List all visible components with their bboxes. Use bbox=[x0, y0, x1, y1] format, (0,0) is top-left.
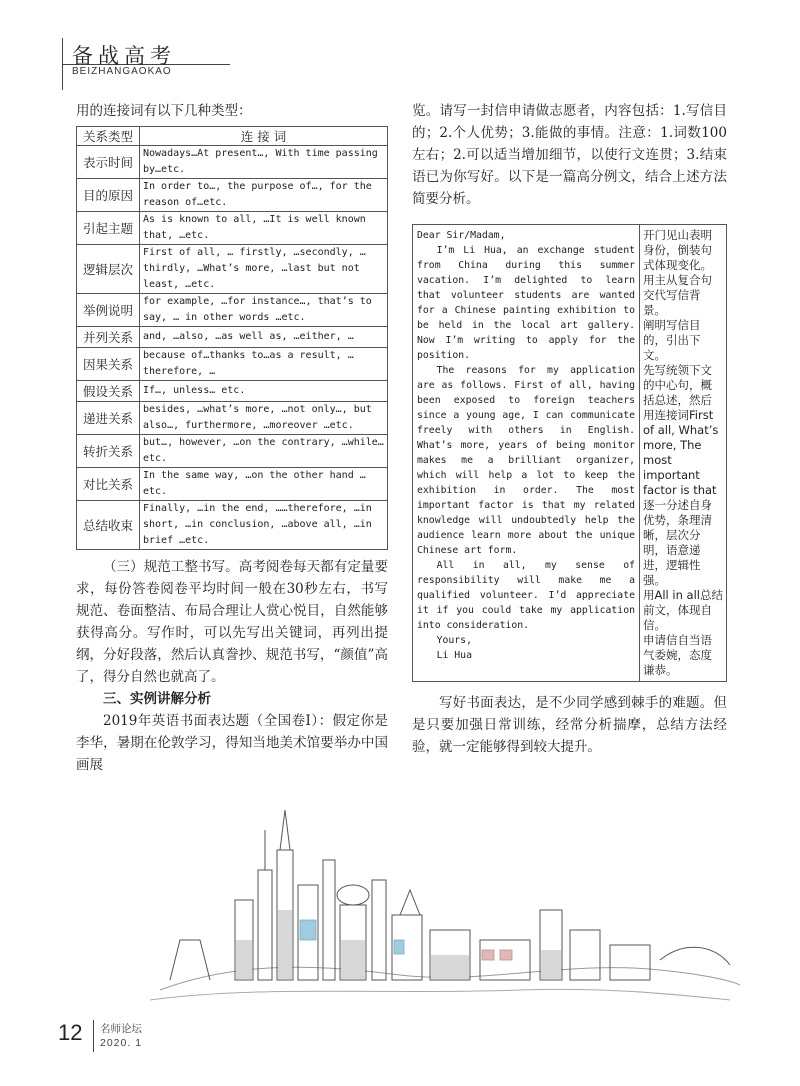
para-conclusion: 写好书面表达，是不少同学感到棘手的难题。但是只要加强日常训练，经常分析揣摩，总结方法经验，就一定能够得到较大提升。 bbox=[412, 695, 727, 755]
para-task-continued: 览。请写一封信申请做志愿者，内容包括：1.写信目的；2.个人优势；3.能做的事情。注意：1.词数100左右；2.可以适当增加细节，以使行文连贯；3.结束语已为你写好。以下是一篇高分例文，结合上述方法简要分析。 bbox=[412, 103, 727, 207]
relation-type-cell: 逻辑层次 bbox=[77, 245, 140, 294]
connectives-cell: As is known to all, …It is well known that, …etc. bbox=[140, 212, 388, 245]
issue-date: 2020. 1 bbox=[100, 1037, 143, 1049]
right-column bbox=[412, 100, 727, 758]
annotation-5: 用All in all总结前文，体现自信。 bbox=[643, 588, 723, 632]
annotation-3: 阐明写信目的，引出下文。 bbox=[643, 318, 701, 362]
table-row bbox=[77, 146, 388, 179]
annotation-1: 开门见山表明身份，倒装句式体现变化。 bbox=[643, 228, 712, 272]
table-row bbox=[77, 435, 388, 468]
relation-type-cell: 因果关系 bbox=[77, 348, 140, 381]
essay-salutation: Dear Sir/Madam, bbox=[417, 230, 506, 241]
relation-type-cell: 举例说明 bbox=[77, 294, 140, 327]
table-header-row bbox=[77, 127, 388, 146]
relation-type-cell: 引起主题 bbox=[77, 212, 140, 245]
essay-paragraph-2: The reasons for my application are as follows. First of all, having been exposed to foreign teachers since a young age, I can communicate freely with others in English. What’s more, years of being monitor makes me a brilliant organizer, which will help a lot to keep the exhibition in order. The most important factor is that my related knowledge will undoubtedly help the audience learn more about the unique Chinese art form. bbox=[417, 365, 635, 556]
para-example-intro: 2019年英语书面表达题（全国卷Ⅰ）：假定你是李华，暑期在伦敦学习，得知当地美术馆要举办中国画展 bbox=[76, 713, 388, 773]
relation-type-cell: 假设关系 bbox=[77, 381, 140, 402]
connectives-cell: In the same way, …on the other hand …etc. bbox=[140, 468, 388, 501]
table-row bbox=[77, 468, 388, 501]
header-words: 连 接 词 bbox=[140, 127, 388, 146]
header-title: 备战高考 bbox=[72, 44, 176, 68]
relation-type-cell: 转折关系 bbox=[77, 435, 140, 468]
section-title: 三、实例讲解分析 bbox=[103, 691, 211, 707]
connectives-cell: and, …also, …as well as, …either, … bbox=[140, 327, 388, 348]
essay-paragraph-3: All in all, my sense of responsibility will make me a qualified volunteer. I’d appreciate it if you could take my application into consideration. bbox=[417, 560, 635, 631]
relation-type-cell: 递进关系 bbox=[77, 402, 140, 435]
table-row bbox=[77, 501, 388, 550]
connectives-cell: In order to…, the purpose of…, for the reason of…etc. bbox=[140, 179, 388, 212]
sample-essay-box bbox=[412, 224, 727, 682]
essay-paragraph-1: I’m Li Hua, an exchange student from China during this summer vacation. I’m delighted to learn that volunteer students are wanted for a Chinese painting exhibition to be held in the local art gallery. Now I’m writing to apply for the position. bbox=[417, 245, 635, 361]
city-skyline-illustration bbox=[140, 790, 740, 1015]
table-row bbox=[77, 402, 388, 435]
essay-signature: Li Hua bbox=[436, 650, 472, 661]
header-subtitle: BEIZHANGAOKAO bbox=[72, 66, 172, 77]
table-row bbox=[77, 179, 388, 212]
footer-rule bbox=[93, 1020, 94, 1052]
magazine-name: 名师论坛 bbox=[100, 1023, 142, 1035]
annotation-6: 申请信自当语气委婉，态度谦恭。 bbox=[643, 633, 712, 677]
relation-type-cell: 表示时间 bbox=[77, 146, 140, 179]
essay-closing: Yours, bbox=[436, 635, 472, 646]
connectives-cell: but…, however, …on the contrary, …while…etc. bbox=[140, 435, 388, 468]
table-row bbox=[77, 381, 388, 402]
table-body bbox=[77, 146, 388, 550]
relation-type-cell: 并列关系 bbox=[77, 327, 140, 348]
essay-annotations bbox=[640, 225, 726, 681]
connectives-cell: First of all, … firstly, …secondly, …thirdly, …What’s more, …last but not least, …etc. bbox=[140, 245, 388, 294]
relation-type-cell: 对比关系 bbox=[77, 468, 140, 501]
connectives-cell: Nowadays…At present…, With time passing by…etc. bbox=[140, 146, 388, 179]
table-row bbox=[77, 245, 388, 294]
header-type: 关系类型 bbox=[77, 127, 140, 146]
left-column bbox=[76, 100, 388, 776]
annotation-4: 先写统领下文的中心句，概括总述，然后用连接词First of all, What’s more, The most important factor is that逐一分述自身优势，条理清晰，层次分明，语意递进，逻辑性强。 bbox=[643, 363, 719, 587]
table-row bbox=[77, 212, 388, 245]
connectives-cell: because of…thanks to…as a result, …therefore, … bbox=[140, 348, 388, 381]
table-intro: 用的连接词有以下几种类型： bbox=[76, 103, 252, 119]
connectives-table bbox=[76, 126, 388, 550]
table-row bbox=[77, 294, 388, 327]
para-handwriting: （三）规范工整书写。高考阅卷每天都有定量要求，每份答卷阅卷平均时间一般在30秒左右，书写规范、卷面整洁、布局合理让人赏心悦目，自然能够获得高分。写作时，可以先写出关键词，再列出提纲，分好段落，然后认真誊抄、规范书写，“颜值”高了，得分自然也就高了。 bbox=[76, 559, 388, 685]
essay-text bbox=[413, 225, 640, 681]
page-number: 12 bbox=[58, 1020, 83, 1045]
connectives-cell: for example, …for instance…, that’s to say, … in other words …etc. bbox=[140, 294, 388, 327]
annotation-2: 用主从复合句交代写信背景。 bbox=[643, 273, 712, 317]
table-row bbox=[77, 327, 388, 348]
relation-type-cell: 目的原因 bbox=[77, 179, 140, 212]
connectives-cell: Finally, …in the end, ……therefore, …in short, …in conclusion, …above all, …in brief …etc. bbox=[140, 501, 388, 550]
relation-type-cell: 总结收束 bbox=[77, 501, 140, 550]
table-row bbox=[77, 348, 388, 381]
connectives-cell: besides, …what’s more, …not only…, but also…, furthermore, …moreover …etc. bbox=[140, 402, 388, 435]
connectives-cell: If…, unless… etc. bbox=[140, 381, 388, 402]
